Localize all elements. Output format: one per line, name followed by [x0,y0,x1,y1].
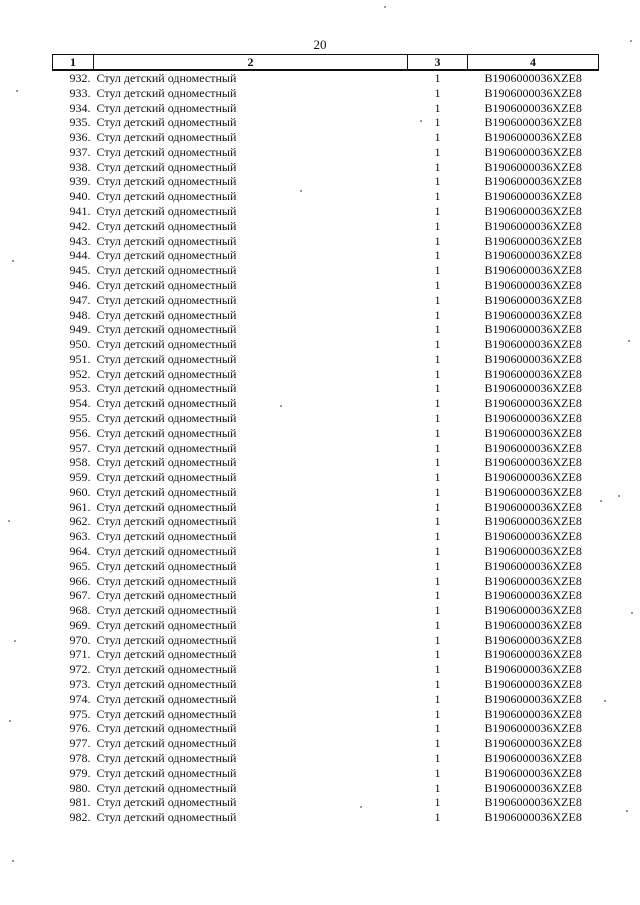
item-name: Стул детский одноместный [96,277,237,292]
item-name: Стул детский одноместный [96,115,237,130]
item-quantity: 1 [434,647,441,662]
item-name: Стул детский одноместный [96,558,237,573]
item-name: Стул детский одноместный [96,351,237,366]
row-number: 963. [69,529,91,544]
item-name: Стул детский одноместный [96,647,237,662]
row-number: 973. [69,677,91,692]
table-row [53,145,599,160]
scan-speck [16,90,18,92]
inventory-code: B1906000036XZE8 [484,558,582,573]
table-row [53,411,599,426]
item-quantity: 1 [434,632,441,647]
item-quantity: 1 [434,174,441,189]
item-quantity: 1 [434,277,441,292]
inventory-code: B1906000036XZE8 [484,662,582,677]
item-name: Стул детский одноместный [96,381,237,396]
inventory-code: B1906000036XZE8 [484,337,582,352]
table-row [53,219,599,234]
inventory-code: B1906000036XZE8 [484,396,582,411]
inventory-code: B1906000036XZE8 [484,100,582,115]
item-quantity: 1 [434,780,441,795]
inventory-code: B1906000036XZE8 [484,204,582,219]
inventory-code: B1906000036XZE8 [484,499,582,514]
item-quantity: 1 [434,514,441,529]
row-number: 970. [69,632,91,647]
item-quantity: 1 [434,810,441,825]
item-quantity: 1 [434,721,441,736]
item-quantity: 1 [434,736,441,751]
row-number: 938. [69,159,91,174]
item-name: Стул детский одноместный [96,691,237,706]
scan-speck [9,720,11,722]
item-quantity: 1 [434,558,441,573]
scan-speck [300,190,302,192]
item-quantity: 1 [434,662,441,677]
item-quantity: 1 [434,396,441,411]
row-number: 955. [69,410,91,425]
table-row [53,322,599,337]
row-number: 958. [69,455,91,470]
inventory-table [52,54,599,825]
item-quantity: 1 [434,603,441,618]
inventory-code: B1906000036XZE8 [484,706,582,721]
row-number: 965. [69,558,91,573]
column-header-number: 1 [53,55,94,71]
row-number: 976. [69,721,91,736]
row-number: 946. [69,277,91,292]
item-quantity: 1 [434,765,441,780]
inventory-code: B1906000036XZE8 [484,721,582,736]
item-quantity: 1 [434,440,441,455]
row-number: 975. [69,706,91,721]
row-number: 972. [69,662,91,677]
row-number: 940. [69,189,91,204]
table-row [53,367,599,382]
inventory-code: B1906000036XZE8 [484,470,582,485]
item-name: Стул детский одноместный [96,337,237,352]
inventory-code: B1906000036XZE8 [484,71,582,85]
row-number: 947. [69,292,91,307]
scan-speck [280,405,282,407]
table-row [53,574,599,589]
table-row [53,70,599,86]
item-name: Стул детский одноместный [96,425,237,440]
row-number: 935. [69,115,91,130]
inventory-code: B1906000036XZE8 [484,366,582,381]
table-row [53,766,599,781]
item-quantity: 1 [434,204,441,219]
table-row [53,115,599,130]
item-quantity: 1 [434,484,441,499]
table-row [53,647,599,662]
item-quantity: 1 [434,425,441,440]
item-quantity: 1 [434,588,441,603]
item-name: Стул детский одноместный [96,484,237,499]
row-number: 981. [69,795,91,810]
item-name: Стул детский одноместный [96,292,237,307]
item-name: Стул детский одноместный [96,410,237,425]
inventory-code: B1906000036XZE8 [484,691,582,706]
item-quantity: 1 [434,85,441,100]
item-name: Стул детский одноместный [96,71,237,85]
scan-speck [360,806,362,808]
scan-speck [626,810,628,812]
item-name: Стул детский одноместный [96,499,237,514]
item-name: Стул детский одноместный [96,159,237,174]
item-name: Стул детский одноместный [96,588,237,603]
table-row [53,514,599,529]
column-header-code: 4 [468,55,599,71]
inventory-code: B1906000036XZE8 [484,632,582,647]
inventory-code: B1906000036XZE8 [484,736,582,751]
item-name: Стул детский одноместный [96,765,237,780]
item-name: Стул детский одноместный [96,233,237,248]
table-row [53,781,599,796]
inventory-code: B1906000036XZE8 [484,440,582,455]
item-name: Стул детский одноместный [96,440,237,455]
row-number: 974. [69,691,91,706]
header-row [53,55,599,71]
inventory-code: B1906000036XZE8 [484,351,582,366]
item-quantity: 1 [434,307,441,322]
table-row [53,544,599,559]
table-row [53,603,599,618]
inventory-code: B1906000036XZE8 [484,292,582,307]
table-row [53,381,599,396]
row-number: 945. [69,263,91,278]
item-quantity: 1 [434,322,441,337]
inventory-code: B1906000036XZE8 [484,617,582,632]
item-name: Стул детский одноместный [96,204,237,219]
inventory-code: B1906000036XZE8 [484,218,582,233]
table-row [53,337,599,352]
item-name: Стул детский одноместный [96,677,237,692]
scan-speck [600,500,602,502]
inventory-code: B1906000036XZE8 [484,765,582,780]
table-row [53,559,599,574]
row-number: 942. [69,218,91,233]
item-quantity: 1 [434,351,441,366]
item-quantity: 1 [434,529,441,544]
item-quantity: 1 [434,248,441,263]
table-row [53,588,599,603]
item-quantity: 1 [434,233,441,248]
item-quantity: 1 [434,706,441,721]
row-number: 936. [69,130,91,145]
table-row [53,707,599,722]
row-number: 943. [69,233,91,248]
scan-speck [14,640,16,642]
item-quantity: 1 [434,130,441,145]
row-number: 969. [69,617,91,632]
inventory-code: B1906000036XZE8 [484,277,582,292]
row-number: 961. [69,499,91,514]
inventory-code: B1906000036XZE8 [484,795,582,810]
row-number: 952. [69,366,91,381]
item-name: Стул детский одноместный [96,248,237,263]
table-row [53,529,599,544]
row-number: 982. [69,810,91,825]
inventory-code: B1906000036XZE8 [484,573,582,588]
item-name: Стул детский одноместный [96,189,237,204]
inventory-code: B1906000036XZE8 [484,455,582,470]
table-row [53,174,599,189]
table-row [53,441,599,456]
item-name: Стул детский одноместный [96,100,237,115]
item-quantity: 1 [434,795,441,810]
inventory-code: B1906000036XZE8 [484,780,582,795]
row-number: 978. [69,750,91,765]
table-row [53,485,599,500]
table-row [53,751,599,766]
inventory-code: B1906000036XZE8 [484,144,582,159]
item-name: Стул детский одноместный [96,662,237,677]
inventory-code: B1906000036XZE8 [484,750,582,765]
item-name: Стул детский одноместный [96,470,237,485]
inventory-code: B1906000036XZE8 [484,130,582,145]
row-number: 939. [69,174,91,189]
table-row [53,455,599,470]
item-name: Стул детский одноместный [96,218,237,233]
column-header-quantity: 3 [408,55,468,71]
inventory-code: B1906000036XZE8 [484,588,582,603]
item-name: Стул детский одноместный [96,455,237,470]
inventory-code: B1906000036XZE8 [484,189,582,204]
item-quantity: 1 [434,617,441,632]
row-number: 977. [69,736,91,751]
scan-speck [8,520,10,522]
table-body [53,70,599,825]
table-row [53,721,599,736]
item-quantity: 1 [434,499,441,514]
row-number: 979. [69,765,91,780]
item-quantity: 1 [434,366,441,381]
row-number: 951. [69,351,91,366]
inventory-code: B1906000036XZE8 [484,544,582,558]
item-quantity: 1 [434,470,441,485]
inventory-code: B1906000036XZE8 [484,159,582,174]
table-row [53,86,599,101]
row-number: 967. [69,588,91,603]
item-name: Стул детский одноместный [96,780,237,795]
inventory-code: B1906000036XZE8 [484,514,582,529]
item-quantity: 1 [434,292,441,307]
inventory-code: B1906000036XZE8 [484,307,582,322]
table-row [53,736,599,751]
scan-speck [384,6,386,8]
item-name: Стул детский одноместный [96,544,237,558]
table-row [53,426,599,441]
table-row [53,470,599,485]
item-quantity: 1 [434,410,441,425]
table-header [53,55,599,71]
inventory-code: B1906000036XZE8 [484,603,582,618]
table-row [53,278,599,293]
row-number: 949. [69,322,91,337]
scan-speck [12,860,14,862]
row-number: 934. [69,100,91,115]
inventory-code: B1906000036XZE8 [484,322,582,337]
item-name: Стул детский одноместный [96,396,237,411]
item-quantity: 1 [434,381,441,396]
inventory-code: B1906000036XZE8 [484,484,582,499]
table-row [53,396,599,411]
row-number: 968. [69,603,91,618]
scan-speck [420,120,422,122]
scan-speck [631,612,633,614]
scan-speck [628,340,630,342]
row-number: 971. [69,647,91,662]
item-quantity: 1 [434,750,441,765]
item-quantity: 1 [434,144,441,159]
table-row [53,160,599,175]
row-number: 956. [69,425,91,440]
item-name: Стул детский одноместный [96,795,237,810]
table-row [53,677,599,692]
inventory-code: B1906000036XZE8 [484,810,582,825]
item-name: Стул детский одноместный [96,736,237,751]
item-quantity: 1 [434,544,441,558]
row-number: 966. [69,573,91,588]
row-number: 937. [69,144,91,159]
table-row [53,352,599,367]
table-row [53,234,599,249]
item-quantity: 1 [434,159,441,174]
scan-speck [630,40,632,42]
item-quantity: 1 [434,455,441,470]
item-name: Стул детский одноместный [96,617,237,632]
inventory-code: B1906000036XZE8 [484,529,582,544]
item-name: Стул детский одноместный [96,85,237,100]
row-number: 953. [69,381,91,396]
item-quantity: 1 [434,677,441,692]
item-quantity: 1 [434,573,441,588]
table-row [53,500,599,515]
row-number: 959. [69,470,91,485]
row-number: 980. [69,780,91,795]
table-row [53,248,599,263]
table-row [53,692,599,707]
inventory-code: B1906000036XZE8 [484,115,582,130]
item-name: Стул детский одноместный [96,322,237,337]
column-header-name: 2 [94,55,408,71]
item-name: Стул детский одноместный [96,603,237,618]
item-name: Стул детский одноместный [96,529,237,544]
row-number: 950. [69,337,91,352]
table-row [53,308,599,323]
table-row [53,189,599,204]
item-quantity: 1 [434,189,441,204]
row-number: 954. [69,396,91,411]
row-number: 964. [69,544,91,558]
inventory-code: B1906000036XZE8 [484,263,582,278]
item-name: Стул детский одноместный [96,174,237,189]
item-quantity: 1 [434,100,441,115]
inventory-code: B1906000036XZE8 [484,233,582,248]
item-name: Стул детский одноместный [96,144,237,159]
item-name: Стул детский одноместный [96,263,237,278]
row-number: 944. [69,248,91,263]
inventory-code: B1906000036XZE8 [484,85,582,100]
table-row [53,263,599,278]
inventory-code: B1906000036XZE8 [484,425,582,440]
item-quantity: 1 [434,71,441,85]
inventory-code: B1906000036XZE8 [484,248,582,263]
page-number: 20 [313,37,327,52]
table-row [53,204,599,219]
row-number: 932. [69,71,91,85]
inventory-code: B1906000036XZE8 [484,174,582,189]
inventory-code: B1906000036XZE8 [484,381,582,396]
item-name: Стул детский одноместный [96,750,237,765]
item-name: Стул детский одноместный [96,810,237,825]
item-name: Стул детский одноместный [96,573,237,588]
item-name: Стул детский одноместный [96,130,237,145]
table-row [53,810,599,825]
scan-speck [12,260,14,262]
row-number: 960. [69,484,91,499]
item-name: Стул детский одноместный [96,514,237,529]
item-name: Стул детский одноместный [96,721,237,736]
inventory-code: B1906000036XZE8 [484,410,582,425]
item-quantity: 1 [434,691,441,706]
inventory-code: B1906000036XZE8 [484,647,582,662]
scan-speck [604,700,606,702]
item-quantity: 1 [434,263,441,278]
table-row [53,618,599,633]
table-row [53,101,599,116]
row-number: 941. [69,204,91,219]
row-number: 948. [69,307,91,322]
table-row [53,130,599,145]
table-row [53,293,599,308]
item-quantity: 1 [434,115,441,130]
item-quantity: 1 [434,218,441,233]
scan-speck [618,495,620,497]
item-name: Стул детский одноместный [96,307,237,322]
item-name: Стул детский одноместный [96,706,237,721]
row-number: 957. [69,440,91,455]
item-name: Стул детский одноместный [96,632,237,647]
row-number: 933. [69,85,91,100]
row-number: 962. [69,514,91,529]
item-name: Стул детский одноместный [96,366,237,381]
table-row [53,795,599,810]
inventory-code: B1906000036XZE8 [484,677,582,692]
item-quantity: 1 [434,337,441,352]
table-row [53,633,599,648]
table-row [53,662,599,677]
